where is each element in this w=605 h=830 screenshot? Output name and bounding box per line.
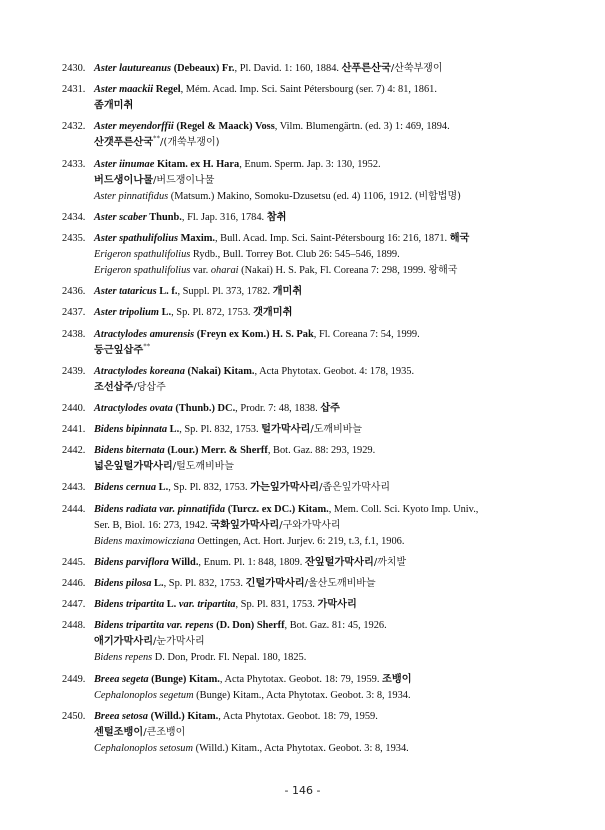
entry-citation — [94, 443, 557, 459]
entry — [62, 502, 557, 550]
author: (Thunb.) DC. — [172, 402, 236, 414]
entry-number: 2445. — [62, 556, 86, 568]
superscript-mark: ** — [153, 134, 161, 143]
species-name: repens — [185, 620, 214, 632]
species-name: Atractylodes koreana — [94, 365, 185, 377]
entry-subline — [94, 741, 557, 757]
korean-alt-name: /산쑥부쟁이 — [390, 63, 443, 74]
korean-name: 좀개미취 — [94, 100, 134, 112]
author: (Turcz. ex DC.) Kitam. — [225, 503, 329, 515]
entry-subline — [94, 518, 557, 534]
species-name: Aster tataricus — [94, 286, 157, 298]
entry-citation — [94, 401, 557, 417]
korean-alt-name: 왕해국 — [428, 264, 458, 276]
entry-citation — [94, 210, 557, 226]
synonym-name: Aster pinnatifidus — [94, 190, 169, 202]
entry — [62, 422, 557, 438]
entry-number: 2443. — [62, 482, 86, 494]
entry-citation — [94, 480, 557, 496]
entry-number: 2441. — [62, 424, 86, 436]
species-name: var. — [156, 503, 178, 515]
entry-number: 2437. — [62, 307, 86, 319]
entry — [62, 443, 557, 475]
entry — [62, 119, 557, 151]
korean-name: 애기가막사리 — [94, 636, 154, 648]
author: L. — [156, 482, 169, 494]
korean-alt-name: /눈가막사리 — [153, 636, 205, 648]
entry-citation — [94, 364, 557, 380]
citation-text: , Suppl. Pl. 373, 1782. — [177, 286, 273, 298]
entry-citation — [94, 82, 557, 98]
citation-text: , Sp. Pl. 832, 1753. — [168, 482, 251, 494]
species-name: tripartita — [197, 599, 236, 611]
korean-name: 국화잎가막사리 — [210, 519, 280, 531]
entry-number: 2436. — [62, 286, 86, 298]
entry-citation — [94, 157, 557, 173]
citation-text: Rydb., Bull. Torrey Bot. Club 26: 545–546, 1899. — [190, 248, 400, 260]
entry-citation — [94, 597, 557, 613]
page-number: - 146 - — [284, 784, 321, 797]
entry-subline — [94, 688, 557, 704]
citation-text: , Pl. David. 1: 160, 1884. — [234, 63, 342, 74]
korean-name: 개미취 — [272, 286, 303, 298]
entry-citation — [94, 502, 557, 518]
korean-name: 삽주 — [320, 402, 341, 414]
synonym-name: Cephalonoplos setosum — [94, 742, 194, 754]
korean-name: 털가막사리 — [261, 424, 311, 436]
entry-citation — [94, 327, 557, 343]
korean-name: 넓은잎털가막사리 — [94, 461, 173, 473]
entry-number: 2438. — [62, 328, 86, 340]
entry-citation — [94, 709, 557, 725]
species-name: Aster lautureanus — [94, 63, 172, 74]
author: (Lour.) Merr. & Sherff — [164, 445, 268, 457]
citation-text: , Fl. Coreana 7: 54, 1999. — [313, 328, 420, 340]
species-name: Aster scaber — [94, 211, 147, 223]
author: Maxim. — [178, 232, 215, 244]
entry-subline — [94, 534, 557, 550]
entry-number: 2432. — [62, 121, 86, 133]
entry-citation — [94, 672, 557, 688]
species-name: Bidens bipinnata — [94, 424, 168, 436]
citation-text: , Acta Phytotax. Geobot. 4: 178, 1935. — [254, 365, 415, 377]
entry — [62, 210, 557, 226]
korean-name: 참취 — [266, 211, 287, 223]
citation-text: , Enum. Sperm. Jap. 3: 130, 1952. — [239, 158, 381, 170]
entry-subline — [94, 650, 557, 666]
korean-alt-name: /구와가막사리 — [279, 519, 341, 531]
species-name: Aster tripolium — [94, 307, 159, 319]
species-name: Aster meyendorffii — [94, 121, 174, 133]
entry-subline — [94, 263, 557, 279]
entry — [62, 82, 557, 114]
entry-number: 2435. — [62, 232, 86, 244]
entry — [62, 576, 557, 592]
author: L. — [158, 307, 172, 319]
citation-text: , Prodr. 7: 48, 1838. — [235, 402, 321, 414]
synonym-name: oharai — [210, 264, 239, 276]
citation-text: , Mém. Acad. Imp. Sci. Saint Pétersbourg (ser. 7) 4: 81, 1861. — [180, 84, 437, 96]
korean-name: 버드생이나물 — [94, 174, 154, 186]
korean-alt-name: /좁은잎가막사리 — [319, 482, 391, 494]
entry-subline — [94, 173, 557, 189]
citation-text: , Enum. Pl. 1: 848, 1809. — [198, 556, 305, 568]
entry-citation — [94, 284, 557, 300]
entry — [62, 597, 557, 613]
entry-citation — [94, 618, 557, 634]
synonym-name: Cephalonoplos segetum — [94, 689, 194, 701]
entry — [62, 401, 557, 417]
entry-number: 2431. — [62, 84, 86, 96]
superscript-mark: ** — [143, 342, 151, 351]
species-name: Bidens biternata — [94, 445, 165, 457]
citation-text: , Sp. Pl. 832, 1753. — [163, 578, 246, 589]
entry-number: 2446. — [62, 578, 86, 589]
author: Thunb. — [146, 211, 182, 223]
entry — [62, 157, 557, 205]
citation-text: (Nakai) H. S. Pak, Fl. Coreana 7: 298, 1999. — [238, 264, 429, 276]
entry-subline — [94, 98, 557, 114]
citation-text: , Vilm. Blumengärtn. (ed. 3) 1: 469, 1894. — [274, 121, 450, 133]
author: L. f. — [156, 286, 178, 298]
species-list — [62, 61, 557, 757]
author: L. — [151, 578, 164, 589]
author: (Regel & Maack) Voss — [173, 121, 275, 133]
entry-number: 2450. — [62, 710, 86, 722]
entry-subline — [94, 189, 557, 205]
species-name: Aster iinumae — [94, 158, 155, 170]
citation-text: , Acta Phytotax. Geobot. 18: 79, 1959. — [219, 673, 383, 685]
entry-number: 2447. — [62, 599, 86, 611]
entry-citation — [94, 231, 557, 247]
species-name: Bidens parviflora — [94, 556, 169, 568]
citation-text: , Acta Phytotax. Geobot. 18: 79, 1959. — [218, 710, 378, 722]
species-name: Atractylodes amurensis — [94, 328, 195, 340]
korean-name: 해국 — [449, 232, 470, 244]
citation-text: , Bull. Acad. Imp. Sci. Saint-Pétersbourg 16: 216, 1871. — [214, 232, 450, 244]
citation-text: , Sp. Pl. 872, 1753. — [171, 307, 254, 319]
korean-name: 조뱅이 — [382, 673, 412, 685]
author: (Debeaux) Fr. — [171, 63, 235, 74]
entry-citation — [94, 576, 557, 592]
entry-number: 2449. — [62, 673, 86, 685]
citation-text: D. Don, Prodr. Fl. Nepal. 180, 1825. — [152, 652, 307, 664]
entry-number: 2430. — [62, 63, 86, 74]
entry — [62, 480, 557, 496]
entry-number: 2448. — [62, 620, 86, 632]
entry-citation — [94, 422, 557, 438]
citation-text: Ser. B, Biol. 16: 273, 1942. — [94, 519, 211, 531]
author: Willd. — [168, 556, 199, 568]
citation-text: var. — [190, 264, 211, 276]
species-name: Atractylodes ovata — [94, 402, 173, 414]
entry-subline — [94, 343, 557, 359]
entry-number: 2433. — [62, 158, 86, 170]
korean-alt-name: /당삽주 — [133, 381, 166, 393]
korean-name: 둥근잎삽주 — [94, 344, 144, 356]
korean-alt-name: /(개쑥부쟁이) — [160, 137, 220, 149]
citation-text: , Sp. Pl. 831, 1753. — [235, 599, 318, 611]
author: L. — [164, 599, 177, 611]
entry-subline — [94, 135, 557, 151]
entry — [62, 618, 557, 666]
entry — [62, 327, 557, 359]
entry-subline — [94, 459, 557, 475]
species-name: Breea segeta — [94, 673, 149, 685]
korean-name: 잔잎털가막사리 — [304, 556, 374, 568]
entry — [62, 61, 557, 77]
entry — [62, 231, 557, 279]
species-name: pinnatifida — [177, 503, 226, 515]
entry — [62, 284, 557, 300]
citation-text: , Mem. Coll. Sci. Kyoto Imp. Univ., — [328, 503, 479, 515]
author: L. — [167, 424, 180, 436]
author: (Bunge) Kitam. — [148, 673, 220, 685]
korean-name: 갯개미취 — [253, 307, 293, 319]
entry-citation — [94, 61, 557, 77]
entry — [62, 555, 557, 571]
korean-alt-name: /큰조뱅이 — [143, 726, 186, 738]
entry-subline — [94, 725, 557, 741]
citation-text: , Bot. Gaz. 88: 293, 1929. — [267, 445, 376, 457]
entry-citation — [94, 555, 557, 571]
entry-subline — [94, 634, 557, 650]
entry-subline — [94, 247, 557, 263]
author: (D. Don) Sherff — [213, 620, 285, 632]
korean-name: 조선삽주 — [94, 381, 134, 393]
entry-number: 2440. — [62, 402, 86, 414]
entry — [62, 709, 557, 757]
author: (Freyn ex Kom.) H. S. Pak — [194, 328, 314, 340]
author: Kitam. ex H. Hara — [154, 158, 240, 170]
species-name: Bidens cernua — [94, 482, 157, 494]
citation-text: , Fl. Jap. 316, 1784. — [181, 211, 267, 223]
entry-number: 2442. — [62, 445, 86, 457]
species-name: var. — [164, 620, 186, 632]
korean-alt-name: /도깨비바늘 — [310, 424, 363, 436]
citation-text: , Bot. Gaz. 81: 45, 1926. — [284, 620, 387, 632]
synonym-name: Erigeron spathulifolius — [94, 248, 191, 260]
species-name: Aster spathulifolius — [94, 232, 179, 244]
korean-name: 긴털가막사리 — [245, 578, 305, 589]
entry-citation — [94, 119, 557, 135]
korean-alt-name: /울산도깨비바늘 — [304, 578, 376, 589]
author: Regel — [153, 84, 181, 96]
species-name: Bidens tripartita — [94, 620, 165, 632]
entry-citation — [94, 305, 557, 321]
korean-name: 산갯푸른산국 — [94, 137, 154, 149]
korean-name: 가는잎가막사리 — [250, 482, 320, 494]
korean-alt-name: /버드쟁이나물 — [153, 174, 215, 186]
entry-number: 2439. — [62, 365, 86, 377]
citation-text: (Bunge) Kitam., Acta Phytotax. Geobot. 3: 8, 1934. — [193, 689, 411, 701]
synonym-name: Erigeron spathulifolius — [94, 264, 191, 276]
species-name: Bidens tripartita — [94, 599, 165, 611]
synonym-name: Bidens repens — [94, 652, 153, 664]
species-name: Bidens pilosa — [94, 578, 152, 589]
entry-number: 2444. — [62, 503, 86, 515]
korean-alt-name: /털도깨비바늘 — [172, 461, 235, 473]
korean-name: 가막사리 — [317, 599, 357, 611]
species-name: Bidens radiata — [94, 503, 157, 515]
entry — [62, 364, 557, 396]
author: (Nakai) Kitam. — [184, 365, 255, 377]
entry-number: 2434. — [62, 211, 86, 223]
species-name: var. — [176, 599, 198, 611]
korean-alt-name: /까치발 — [373, 556, 407, 568]
citation-text: Oettingen, Act. Hort. Jurjev. 6: 219, t.3, f.1, 1906. — [194, 535, 405, 547]
entry — [62, 672, 557, 704]
synonym-name: Bidens maximowicziana — [94, 535, 195, 547]
species-name: Aster maackii — [94, 84, 154, 96]
author: (Willd.) Kitam. — [147, 710, 219, 722]
citation-text: (Matsum.) Makino, Somoku-Dzusetsu (ed. 4) 1106, 1912. — [168, 190, 415, 202]
citation-text: , Sp. Pl. 832, 1753. — [179, 424, 262, 436]
citation-text: (Willd.) Kitam., Acta Phytotax. Geobot. 3: 8, 1934. — [193, 742, 409, 754]
species-name: Breea setosa — [94, 710, 148, 722]
korean-name: 센털조뱅이 — [94, 726, 144, 738]
korean-name: 산푸른산국 — [341, 63, 391, 74]
entry — [62, 305, 557, 321]
entry-subline — [94, 380, 557, 396]
korean-alt-name: (비합법명) — [414, 190, 462, 202]
